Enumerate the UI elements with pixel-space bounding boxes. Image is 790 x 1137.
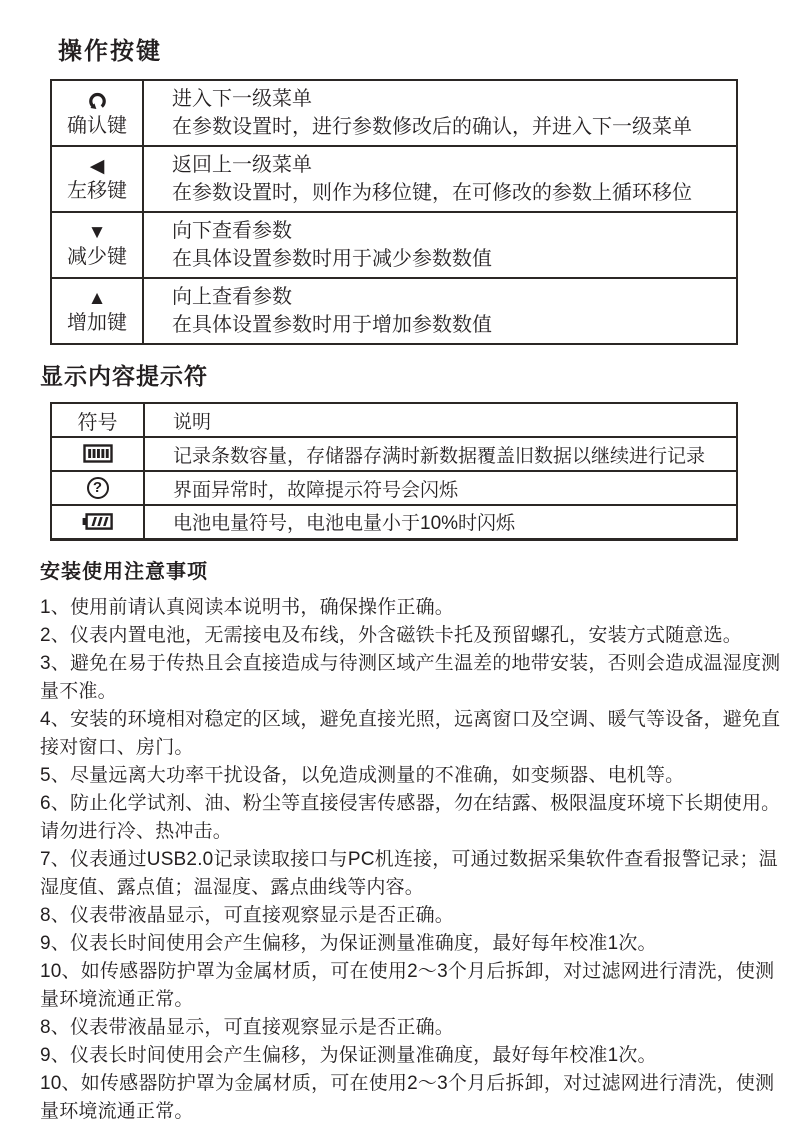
- note-line: 10、如传感器防护罩为金属材质，可在使用2～3个月后拆卸，对过滤网进行清洗，使测: [40, 1072, 775, 1094]
- key-description-line: 向上查看参数: [172, 286, 292, 308]
- note-line: 量环境流通正常。: [40, 1100, 194, 1122]
- key-name-label: 左移键: [67, 180, 127, 202]
- up-triangle-icon: ▲: [87, 288, 107, 309]
- note-line: 7、仪表通过USB2.0记录读取接口与PC机连接，可通过数据采集软件查看报警记录；温: [40, 848, 778, 870]
- note-line: 8、仪表带液晶显示，可直接观察显示是否正确。: [40, 904, 454, 926]
- note-line: 接对窗口、房门。: [40, 736, 194, 758]
- note-line: 1、使用前请认真阅读本说明书，确保操作正确。: [40, 596, 454, 618]
- section-title-display-indicators: 显示内容提示符: [40, 363, 208, 389]
- column-header-symbol: 符号: [51, 403, 144, 437]
- table-header-row: [51, 403, 737, 437]
- note-line: 10、如传感器防护罩为金属材质，可在使用2～3个月后拆卸，对过滤网进行清洗，使测: [40, 960, 775, 982]
- note-line: 9、仪表长时间使用会产生偏移，为保证测量准确度，最好每年校准1次。: [40, 932, 657, 954]
- note-line: 请勿进行冷、热冲击。: [40, 820, 233, 842]
- table-row: [51, 278, 737, 344]
- left-triangle-icon: ◀: [89, 156, 105, 177]
- table-row: [51, 212, 737, 278]
- note-line: 5、尽量远离大功率干扰设备，以免造成测量的不准确，如变频器、电机等。: [40, 764, 685, 786]
- note-line: 6、防止化学试剂、油、粉尘等直接侵害传感器，勿在结露、极限温度环境下长期使用。: [40, 792, 781, 814]
- key-name-label: 确认键: [67, 114, 127, 137]
- table-row: [51, 437, 737, 471]
- section-title-install-notes: 安装使用注意事项: [40, 560, 208, 583]
- indicator-description: 记录条数容量，存储器存满时新数据覆盖旧数据以继续进行记录: [144, 437, 737, 471]
- note-line: 2、仪表内置电池，无需接电及布线，外含磁铁卡托及预留螺孔，安装方式随意选。: [40, 624, 742, 646]
- note-line: 9、仪表长时间使用会产生偏移，为保证测量准确度，最好每年校准1次。: [40, 1044, 657, 1066]
- indicator-description: 电池电量符号，电池电量小于10%时闪烁: [144, 505, 737, 539]
- key-description-line: 返回上一级菜单: [172, 154, 312, 176]
- indicator-description: 界面异常时，故障提示符号会闪烁: [144, 471, 737, 505]
- key-description-line: 在参数设置时，进行参数修改后的确认，并进入下一级菜单: [172, 116, 692, 138]
- note-line: 4、安装的环境相对稳定的区域，避免直接光照，远离窗口及空调、暖气等设备，避免直: [40, 708, 781, 730]
- note-line: 3、避免在易于传热且会直接造成与待测区域产生温差的地带安装，否则会造成温湿度测: [40, 652, 781, 674]
- operation-keys-table: [50, 79, 738, 345]
- table-row: [51, 146, 737, 212]
- install-notes-list: [40, 594, 781, 1126]
- table-row: [51, 471, 737, 505]
- key-name-label: 增加键: [67, 312, 127, 334]
- table-row: [51, 80, 737, 146]
- key-description-line: 在具体设置参数时用于增加参数数值: [172, 314, 492, 336]
- note-line: 量环境流通正常。: [40, 988, 194, 1010]
- battery-icon: [82, 513, 113, 530]
- column-header-description: 说明: [144, 403, 737, 437]
- key-description-line: 在参数设置时，则作为移位键，在可修改的参数上循环移位: [172, 182, 692, 204]
- key-description-line: 在具体设置参数时用于减少参数数值: [172, 248, 492, 270]
- note-line: 湿度值、露点值；温湿度、露点曲线等内容。: [40, 876, 425, 898]
- key-description-line: 向下查看参数: [172, 220, 292, 242]
- down-triangle-icon: ▼: [87, 222, 107, 243]
- rotate-confirm-arrow-icon: [86, 90, 109, 113]
- note-line: 8、仪表带液晶显示，可直接观察显示是否正确。: [40, 1016, 454, 1038]
- indicators-table: [50, 402, 738, 541]
- key-name-label: 减少键: [67, 246, 127, 268]
- table-row: [51, 505, 737, 539]
- record-capacity-icon: [83, 444, 113, 463]
- fault-question-icon: ?: [87, 477, 109, 499]
- key-description-line: 进入下一级菜单: [172, 88, 312, 110]
- section-title-operation-keys: 操作按键: [58, 38, 162, 65]
- note-line: 量不准。: [40, 680, 117, 702]
